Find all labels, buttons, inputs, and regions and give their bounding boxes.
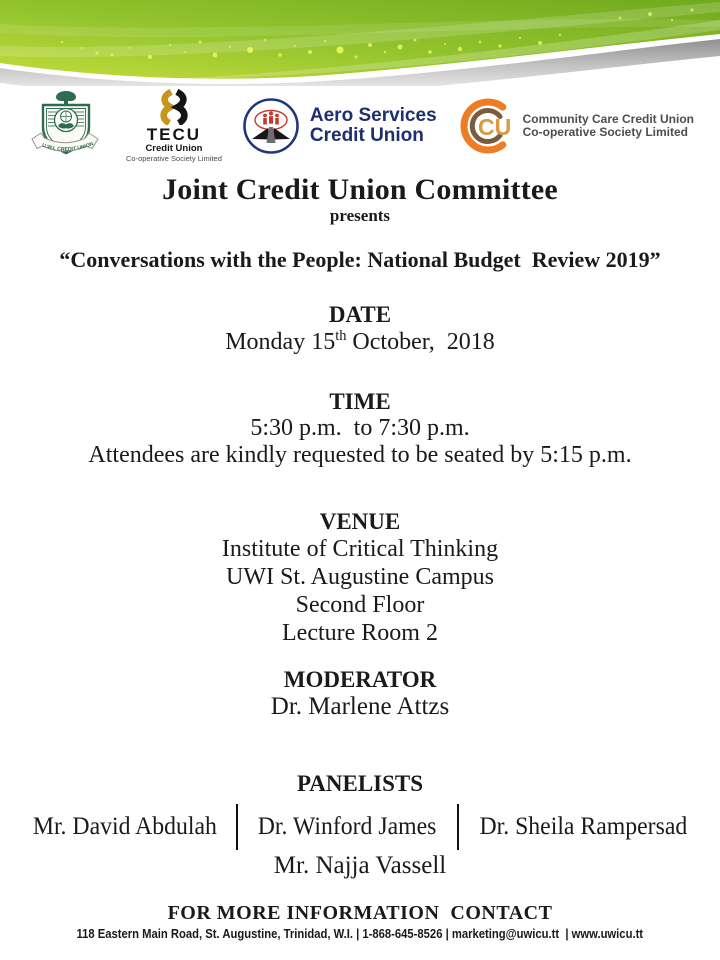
logos-row [0, 86, 720, 166]
panelist-name: Dr. Sheila Rampersad [479, 813, 687, 840]
date-post: October, 2018 [346, 329, 495, 355]
time-heading: TIME [329, 389, 391, 414]
tecu-acronym: TECU [146, 125, 202, 144]
panelist-divider [457, 804, 459, 850]
uwi-credit-union-logo [26, 90, 106, 162]
cccu-name-line1: Community Care Credit Union [522, 111, 694, 126]
venue-heading: VENUE [319, 509, 401, 534]
footer-heading: FOR MORE INFORMATION CONTACT [167, 902, 553, 924]
date-value [0, 328, 720, 356]
aero-name-line2: Credit Union [309, 125, 424, 146]
panelist-name: Dr. Winford James [258, 813, 437, 840]
aero-services-logo [242, 97, 437, 155]
tecu-emblem-icon [146, 89, 202, 125]
panelists-heading: PANELISTS [296, 771, 424, 796]
date-heading: DATE [328, 302, 392, 327]
footer-contact-line [0, 927, 720, 942]
venue-line: Lecture Room 2 [282, 620, 438, 646]
venue-line: UWI St. Augustine Campus [226, 564, 494, 590]
panelist-name: Mr. David Abdulah [32, 813, 217, 840]
tecu-logo [126, 89, 222, 163]
aero-name-line1: Aero Services [309, 105, 437, 126]
time-note: Attendees are kindly requested to be seated by 5:15 p.m. [88, 442, 632, 468]
time-range: 5:30 p.m. to 7:30 p.m. [250, 415, 470, 441]
page-title: Joint Credit Union Committee [162, 173, 558, 206]
footer-contact-text: 118 Eastern Main Road, St. Augustine, Trinidad, W.I. | 1-868-645-8526 | marketing@uwicu.tt | www.uwicu.tt [76, 927, 644, 941]
uwi-crest-icon [26, 90, 106, 162]
uwi-ribbon-text: U.W.I. CREDIT UNION [41, 141, 95, 153]
venue-line: Institute of Critical Thinking [221, 536, 499, 562]
date-pre: Monday 15 [225, 329, 336, 355]
panelist-name: Mr. Najja Vassell [273, 852, 447, 879]
panelist-divider [236, 804, 238, 850]
date-ordinal: th [335, 328, 347, 344]
moderator-heading: MODERATOR [283, 667, 437, 692]
cccu-emblem-icon [457, 95, 519, 157]
moderator-name: Dr. Marlene Attzs [270, 693, 450, 720]
community-care-logo [457, 95, 694, 157]
aero-emblem-icon [242, 97, 300, 155]
tecu-society-label: Co-operative Society Limited [126, 154, 222, 163]
panelists-row [0, 803, 720, 851]
cccu-monogram: CU [477, 114, 511, 140]
event-title: “Conversations with the People: National Budget Review 2019” [59, 247, 661, 272]
presents-label: presents [329, 206, 391, 225]
venue-line: Second Floor [295, 592, 425, 618]
tecu-credit-union-label: Credit Union [145, 143, 203, 154]
green-wave-banner [0, 0, 720, 86]
cccu-name-line2: Co-operative Society Limited [522, 125, 689, 139]
